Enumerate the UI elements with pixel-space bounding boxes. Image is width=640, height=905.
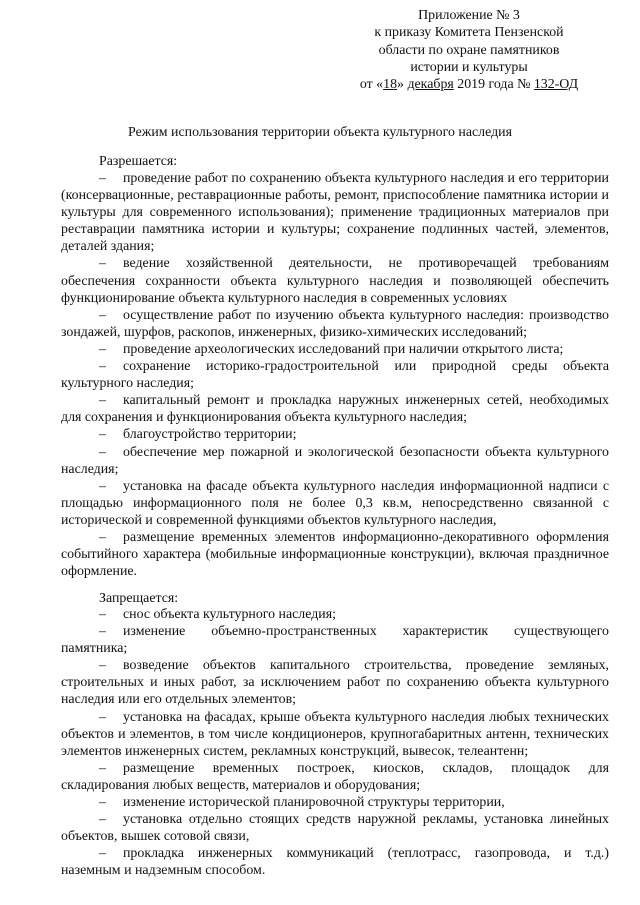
- appendix-committee: области по охране памятников: [378, 42, 560, 58]
- list-item: – установка отдельно стоящих средств наружной рекламы, установка линейных объектов, вышек сотовой связи,: [61, 812, 609, 845]
- appendix-committee-cont: истории и культуры: [410, 59, 528, 75]
- document-title: Режим использования территории объекта культурного наследия: [128, 125, 512, 140]
- list-item: – обеспечение мер пожарной и экологической безопасности объекта культурного наследия;: [61, 444, 609, 477]
- list-item: – изменение объемно-пространственных характеристик существующего памятника;: [61, 624, 609, 657]
- list-item: – ведение хозяйственной деятельности, не противоречащей требованиям обеспечения сохранности объекта культурного наследия и позволяющей обеспечить функционирование объекта культурного наследия в современных условиях: [61, 256, 609, 306]
- appendix-order-ref: к приказу Комитета Пензенской: [374, 25, 564, 41]
- allowed-heading: Разрешается:: [99, 154, 178, 169]
- appendix-number: Приложение № 3: [418, 8, 520, 23]
- list-item: – капитальный ремонт и прокладка наружных инженерных сетей, необходимых для сохранения и функционирования объекта культурного наследия;: [61, 393, 609, 426]
- appendix-date-line: от «18» декабря 2019 года № 132-ОД: [359, 77, 579, 93]
- prohibited-heading: Запрещается:: [99, 591, 179, 606]
- order-number: 132-ОД: [533, 77, 579, 93]
- list-item: – установка на фасаде объекта культурного наследия информационной надписи с площадью информационного поля не более 0,3 кв.м, непосредственно связанной с исторической и современной функциями объектов культурного наследия,: [61, 478, 609, 528]
- list-item: – установка на фасадах, крыше объекта культурного наследия любых технических объектов и элементов, в том числе кондиционеров, крупногабаритных антенн, технических элементов инженерных систем, рекламных конструкций, вывесок, телеантенн;: [61, 709, 609, 759]
- list-item: – размещение временных построек, киосков, складов, площадок для складирования любых веществ, материалов и оборудования;: [61, 760, 609, 793]
- list-item: – сохранение историко-градостроительной или природной среды объекта культурного наследия;: [61, 359, 609, 392]
- order-day: 18: [383, 77, 398, 93]
- prohibited-list: [61, 606, 609, 880]
- list-item: – осуществление работ по изучению объекта культурного наследия: производство зондажей, шурфов, раскопов, инженерных, физико-химических исследований;: [61, 307, 609, 340]
- list-item: – размещение временных элементов информационно-декоративного оформления событийного характера (мобильные информационные конструкции), включая праздничное оформление.: [61, 529, 609, 580]
- allowed-list: [61, 170, 609, 580]
- list-item: – проведение работ по сохранению объекта культурного наследия и его территории (консервационные, реставрационные работы, ремонт, приспособление памятника истории и культуры для современного использования); применение традиционных материалов при реставрации памятника истории и культуры; сохранение подлинных частей, элементов, деталей здания;: [61, 171, 609, 255]
- list-item: – прокладка инженерных коммуникаций (теплотрасс, газопровода, и т.д.) наземным и надземным способом.: [61, 846, 609, 879]
- list-item: – благоустройство территории;: [99, 427, 297, 443]
- order-month: декабря: [407, 77, 454, 93]
- list-item: – изменение исторической планировочной структуры территории,: [99, 795, 505, 811]
- list-item: – возведение объектов капитального строительства, проведение земляных, строительных и иных работ, за исключением работ по сохранению объекта культурного наследия или его отдельных элементов;: [61, 658, 609, 708]
- list-item: – проведение археологических исследований при наличии открытого листа;: [99, 341, 564, 357]
- list-item: – снос объекта культурного наследия;: [99, 607, 336, 622]
- appendix-header: [330, 7, 608, 93]
